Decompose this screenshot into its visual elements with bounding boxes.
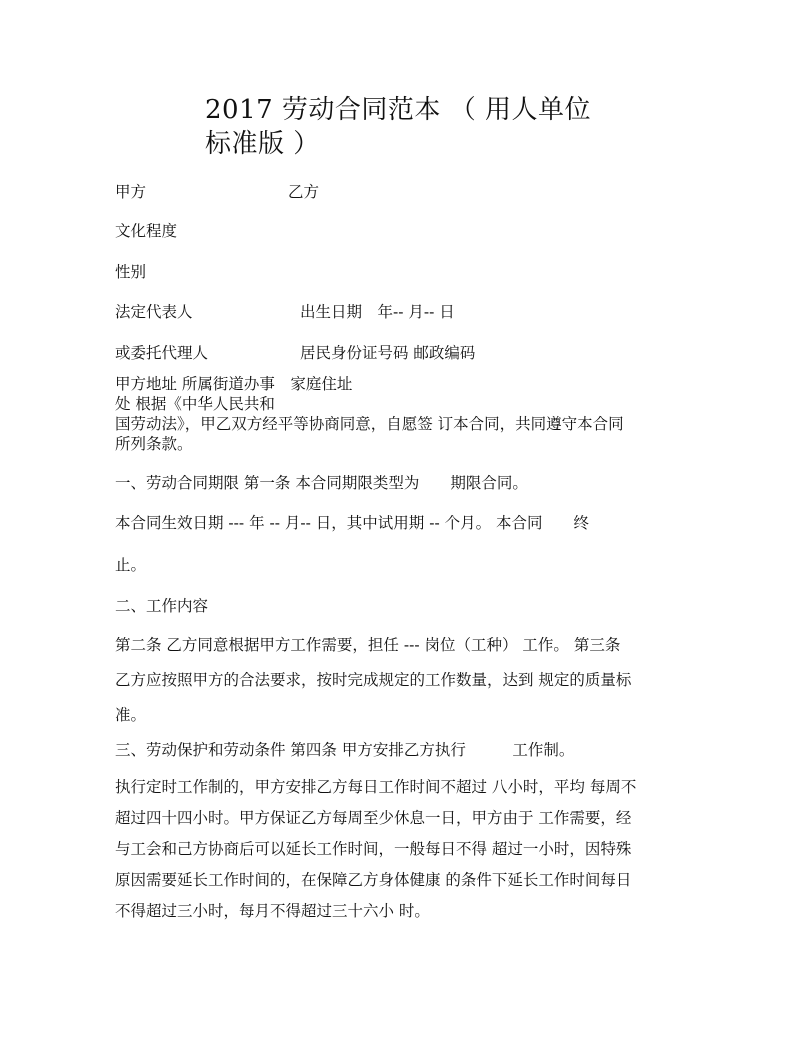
preamble [115, 414, 675, 454]
section-2-body [115, 628, 675, 733]
agent-label: 或委托代理人 [115, 344, 209, 362]
title-line-2: 标准版 ） [205, 129, 320, 159]
preamble-line: 所列条款。 [115, 435, 193, 453]
title-line-1: 2017 劳动合同范本 （ 用人单位 [205, 95, 591, 125]
section-3-body [115, 772, 675, 927]
document-title [205, 93, 625, 161]
section-3-heading: 三、劳动保护和劳动条件 第四条 甲方安排乙方执行 工作制。 [115, 741, 575, 759]
party-row [115, 182, 320, 202]
gender-label: 性别 [115, 263, 147, 281]
party-a-label: 甲方 [115, 183, 147, 201]
section-3-line: 不得超过三小时，每月不得超过三十六小 时。 [115, 902, 430, 920]
section-1-line-3: 止。 [115, 556, 147, 574]
id-postcode-label: 居民身份证号码 邮政编码 [300, 344, 476, 362]
section-3-line: 与工会和己方协商后可以延长工作时间，一般每日不得 超过一小时，因特殊 [115, 840, 632, 858]
party-b-label: 乙方 [288, 183, 320, 201]
address-row: 甲方地址 所属街道办事 家庭住址 [115, 375, 353, 393]
section-3-line: 超过四十四小时。甲方保证乙方每周至少休息一日，甲方由于 工作需要，经 [115, 809, 632, 827]
section-2-heading: 二、工作内容 [115, 597, 209, 615]
section-3-line: 执行定时工作制的，甲方安排乙方每日工作时间不超过 八小时，平均 每周不 [115, 778, 637, 796]
birth-date-label: 出生日期 年-- 月-- 日 [300, 303, 455, 321]
section-1-heading: 一、劳动合同期限 第一条 本合同期限类型为 期限合同。 [115, 474, 528, 492]
agent-row [115, 343, 476, 363]
section-2-line: 准。 [115, 706, 147, 724]
legal-rep-label: 法定代表人 [115, 303, 193, 321]
address-row-2: 处 根据《中华人民共和 [115, 395, 275, 413]
section-2-line: 乙方应按照甲方的合法要求，按时完成规定的工作数量，达到 规定的质量标 [115, 671, 632, 689]
education-label: 文化程度 [115, 222, 178, 240]
section-3-line: 原因需要延长工作时间的，在保障乙方身体健康 的条件下延长工作时间每日 [115, 871, 632, 889]
legal-rep-row [115, 302, 455, 322]
section-1-line-2: 本合同生效日期 --- 年 -- 月-- 日，其中试用期 -- 个月。 本合同 终 [115, 514, 590, 532]
section-2-line: 第二条 乙方同意根据甲方工作需要，担任 --- 岗位（工种） 工作。 第三条 [115, 636, 621, 654]
preamble-line: 国劳动法》，甲乙双方经平等协商同意，自愿签 订本合同，共同遵守本合同 [115, 415, 624, 433]
